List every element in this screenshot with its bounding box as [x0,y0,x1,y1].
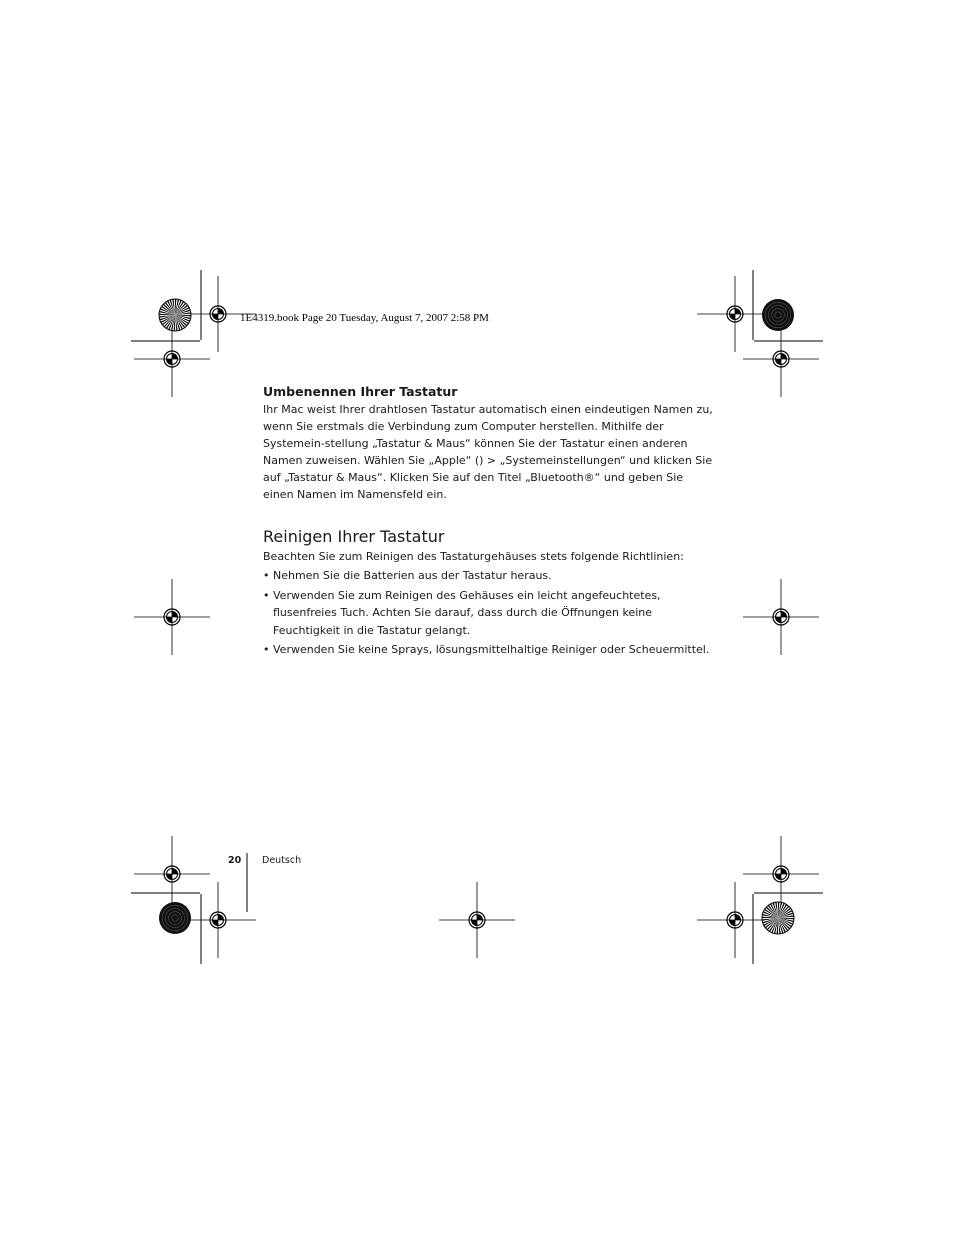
slug-line: 1E4319.book Page 20 Tuesday, August 7, 2007 2:58 PM [240,312,489,324]
list-item: • Verwenden Sie zum Reinigen des Gehäuses ein leicht angefeuchtetes, flusenfreies Tuch. Achten Sie darauf, dass durch die Öffnungen keine Feuchtigkeit in die Tastatur gelangt. [263,587,713,640]
dark-disc-mark [159,902,191,934]
registration-mark [743,321,819,397]
subsection-heading: Umbenennen Ihrer Tastatur [263,384,458,399]
footer-language: Deutsch [262,855,302,866]
starburst-mark [762,902,794,934]
dark-disc-mark [762,299,794,331]
rename-paragraph: Ihr Mac weist Ihrer drahtlosen Tastatur automatisch einen eindeutigen Namen zu, wenn Sie erstmals die Verbindung zum Computer herstellen. Mithilfe der Systemein-stellung „Tastatur & Maus“ können Sie der Tastatur einen anderen Namen zuweisen. Wählen Sie „Apple“ () > „Systemeinstellungen“ und klicken Sie auf „Tastatur & Maus“. Klicken Sie auf den Titel „Bluetooth®“ und geben Sie einen Namen im Namensfeld ein. [263,403,713,501]
cleaning-intro: Beachten Sie zum Reinigen des Tastaturgehäuses stets folgende Richtlinien: [263,550,684,563]
registration-mark [134,836,210,912]
registration-mark [134,321,210,397]
page-number: 20 [228,855,242,866]
list-item: • Verwenden Sie keine Sprays, lösungsmittelhaltige Reiniger oder Scheuermittel. [263,641,713,659]
registration-mark [743,579,819,655]
list-item: • Nehmen Sie die Batterien aus der Tastatur heraus. [263,567,713,585]
section-heading: Reinigen Ihrer Tastatur [263,527,445,546]
page-content [263,383,713,659]
starburst-mark [159,299,191,331]
registration-mark [743,836,819,912]
registration-mark [439,882,515,958]
cleaning-list [263,567,713,659]
registration-mark [134,579,210,655]
